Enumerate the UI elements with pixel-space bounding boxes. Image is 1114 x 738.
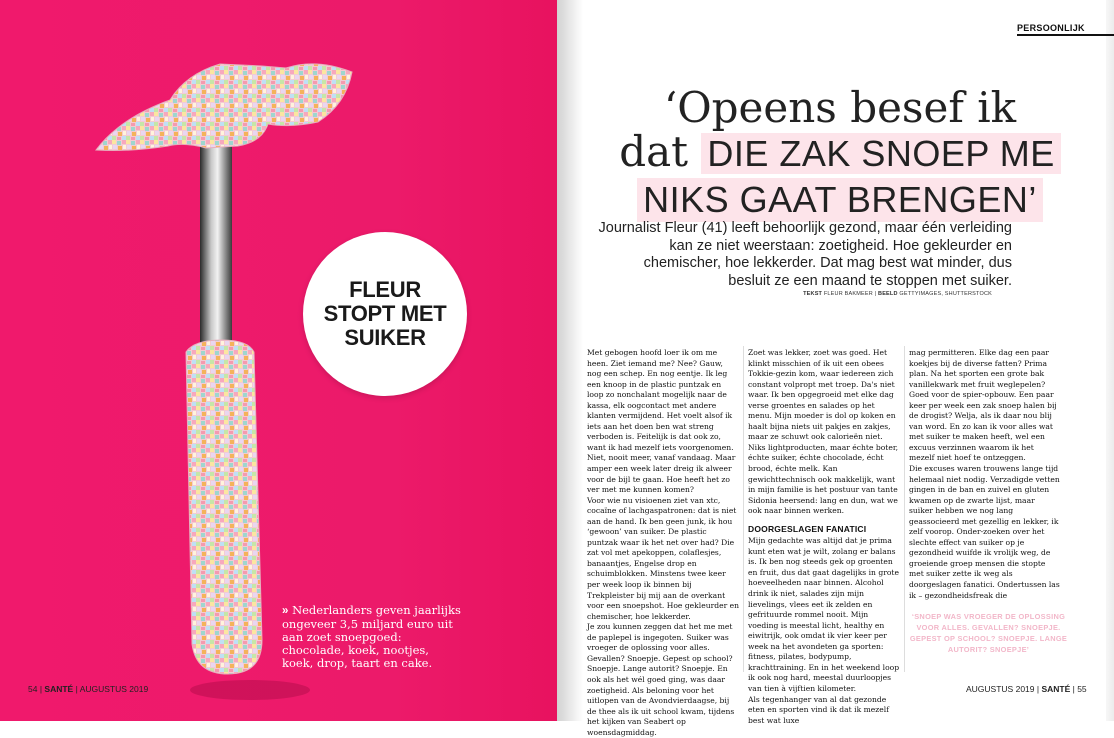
body-column-1: [587, 348, 739, 738]
body-column-2: [748, 348, 900, 726]
headline-line-2-caps: DIE ZAK SNOEP ME: [701, 133, 1060, 174]
body-paragraph: Voor wie nu visioenen ziet van xtc, cocaïne of lachgaspatronen: dat is niet aan de hand. Ik ben geen junk, ik hou ‘gewoon’ van suiker. De plastic puntzak waar ik het net over had? Die zat vol met apekoppen, colaflesjes, banaantjes, Engelse drop en schuimblokken. Minstens twee keer per week loop ik binnen bij Trekpleister bij mij aan de overkant voor een snoepshot. Hoe gekleurder en chemischer, hoe lekkerder.: [587, 495, 740, 621]
page-number: 54: [28, 684, 38, 694]
folio-right: AUGUSTUS 2019 | SANTÉ | 55: [966, 684, 1087, 694]
subheading: DOORGESLAGEN FANATICI: [748, 523, 867, 534]
body-column-3: [909, 348, 1061, 601]
body-paragraph: Die excuses waren trouwens lange tijd helemaal niet nodig. Verzadigde vetten gingen in de ban en zuivel en gluten kwamen op de zwarte lijst, maar suiker hebben we nog lang geassocieerd met gezellig en lekker, ik zelf voorop. Onder-zoeken over het slechte effect van suiker op je gezondheid wuifde ik vrolijk weg, de groeiende groep mensen die stopte met suiker zette ik weg als doorgeslagen fanatici. Ondertussen las ik – gezondheidsfreak die: [909, 464, 1060, 600]
credits: TEKST FLEUR BAKMEER | BEELD GETTYIMAGES, SHUTTERSTOCK: [803, 291, 992, 297]
section-tag: PERSOONLIJK: [1017, 23, 1085, 33]
magazine-name: SANTÉ: [44, 684, 74, 694]
body-paragraph: Zoet was lekker, zoet was goed. Het klinkt misschien of ik uit een obees Tokkie-gezin kom, waar iedereen zich constant volpropt met troep. Da's niet waar. Ik ben opgegroeid met elke dag verse groentes en salades op het menu. Mijn moeder is dol op koken en haalt bijna niets uit pakjes en zakjes, maar ze schuwt ook calorieën niet. Niks lightproducten, maar échte boter, échte suiker, échte chocolade, écht brood, échte melk. Kan gewichttechnisch ook makkelijk, want in mijn familie is het postuur van tante Sidonia heersend: lang en dun, wat we ook naar binnen werken.: [748, 348, 899, 516]
intro-paragraph: Journalist Fleur (41) leeft behoorlijk gezond, maar één verleiding kan ze niet weerstaan: zoetigheid. Hoe gekleurder en chemischer, hoe lekkerder. Dat mag best wat minder, dus besluit ze een maand te stoppen met suiker.: [598, 220, 1012, 289]
issue-date: AUGUSTUS 2019: [966, 684, 1035, 694]
body-paragraph: Met gebogen hoofd loer ik om me heen. Ziet iemand me? Nee? Gauw, nog een schep. En nog eentje. Ik leg een knoop in de plastic puntzak en loop zo nonchalant mogelijk naar de kassa, elk oogcontact met andere klanten vermijdend. Het voelt alsof ik iets aan het doen ben wat streng verboden is. Feitelijk is dat ook zo, want ik had mezelf iets voorgenomen. Niet, nooit meer, vanaf vandaag. Maar amper een week later dreig ik alweer voor de bijl te gaan. Hoe heeft het zo ver met me kunnen komen?: [587, 348, 736, 495]
credit-writer: FLEUR BAKMEER: [823, 291, 873, 297]
badge-line: FLEUR: [349, 277, 421, 302]
caption-mark: »: [282, 605, 289, 617]
hammer-image: [0, 0, 557, 721]
body-paragraph: Mijn gedachte was altijd dat je prima kunt eten wat je wilt, zolang er balans is. Ik ben nog steeds gek op groenten en fruit, dus dat gaat dagelijks in grote hoeveelheden naar binnen. Alcohol drink ik niet, salades zijn mijn lievelings, vlees eet ik zelden en gefrituurde rommel nooit. Mijn voeding is meestal licht, healthy en eiwitrijk, ook omdat ik vier keer per week na het avondeten ga sporten: fitness, pilates, bodypump, krachttraining. En in het weekend loop ik ook nog hard, meestal duurloopjes van tien à vijftien kilometer.: [748, 536, 900, 693]
credit-label: BEELD: [878, 291, 898, 297]
headline-line-2-serif: dat: [619, 127, 689, 176]
page-number: 55: [1077, 684, 1087, 694]
badge-line: SUIKER: [344, 325, 426, 350]
body-paragraph: mag permitteren. Elke dag een paar koekjes bij de diverse fatten? Prima plan. Na het sporten een grote bak vanillekwark met fruit weglepelen? Goed voor de spier-opbouw. Een paar keer per week een zak snoep halen bij de drogist? Welja, als ik daar nou blij van word. En zo kan ik voor alles wat met suiker te maken heeft, wel een excuus verzinnen waarom ik het mezelf niet hoef te ontzeggen.: [909, 348, 1057, 463]
body-paragraph: Je zou kunnen zeggen dat het me met de paplepel is ingegoten. Suiker was vroeger de oplossing voor alles. Gevallen? Snoepje. Gepest op school? Snoepje. Lange autorit? Snoepje. En ook als het wél goed ging, was daar zoetigheid. Als beloning voor het uitlopen van de Avondvierdaagse, bij de thee als ik uit school kwam, tijdens het kijken van Seabert op woensdagmiddag.: [587, 622, 735, 737]
headline-line-1: ‘Opeens besef ik: [663, 83, 1017, 132]
body-paragraph: Als tegenhanger van al dat gezonde eten en sporten vind ik dat ik mezelf best wat luxe: [748, 694, 890, 725]
left-page: [0, 0, 557, 721]
magazine-name: SANTÉ: [1041, 684, 1071, 694]
credit-label: TEKST: [803, 291, 823, 297]
title-badge: [303, 232, 467, 396]
image-caption: [282, 604, 462, 670]
section-rule: [1017, 34, 1114, 36]
headline-line-3-caps: NIKS GAAT BRENGEN’: [637, 178, 1043, 222]
badge-line: STOPT MET: [323, 301, 447, 326]
headline: [600, 83, 1080, 222]
gutter-shadow: [557, 0, 583, 721]
column-rule: [904, 346, 905, 672]
page-edge: [1106, 0, 1114, 721]
pull-quote: ‘SNOEP WAS VROEGER DE OPLOSSING VOOR ALLES. GEVALLEN? SNOEPJE. GEPEST OP SCHOOL? SNOEPJE. LANGE AUTORIT? SNOEPJE’: [909, 612, 1068, 654]
issue-date: AUGUSTUS 2019: [79, 684, 149, 694]
caption-text: Nederlanders geven jaarlijks ongeveer 3,5 miljard euro uit aan zoet snoepgoed: chocolade, koek, nootjes, koek, drop, taart en cake.: [282, 603, 461, 670]
column-rule: [743, 346, 744, 672]
folio-left: 54 | SANTÉ | AUGUSTUS 2019: [28, 684, 149, 694]
credit-images: GETTYIMAGES, SHUTTERSTOCK: [899, 291, 992, 297]
